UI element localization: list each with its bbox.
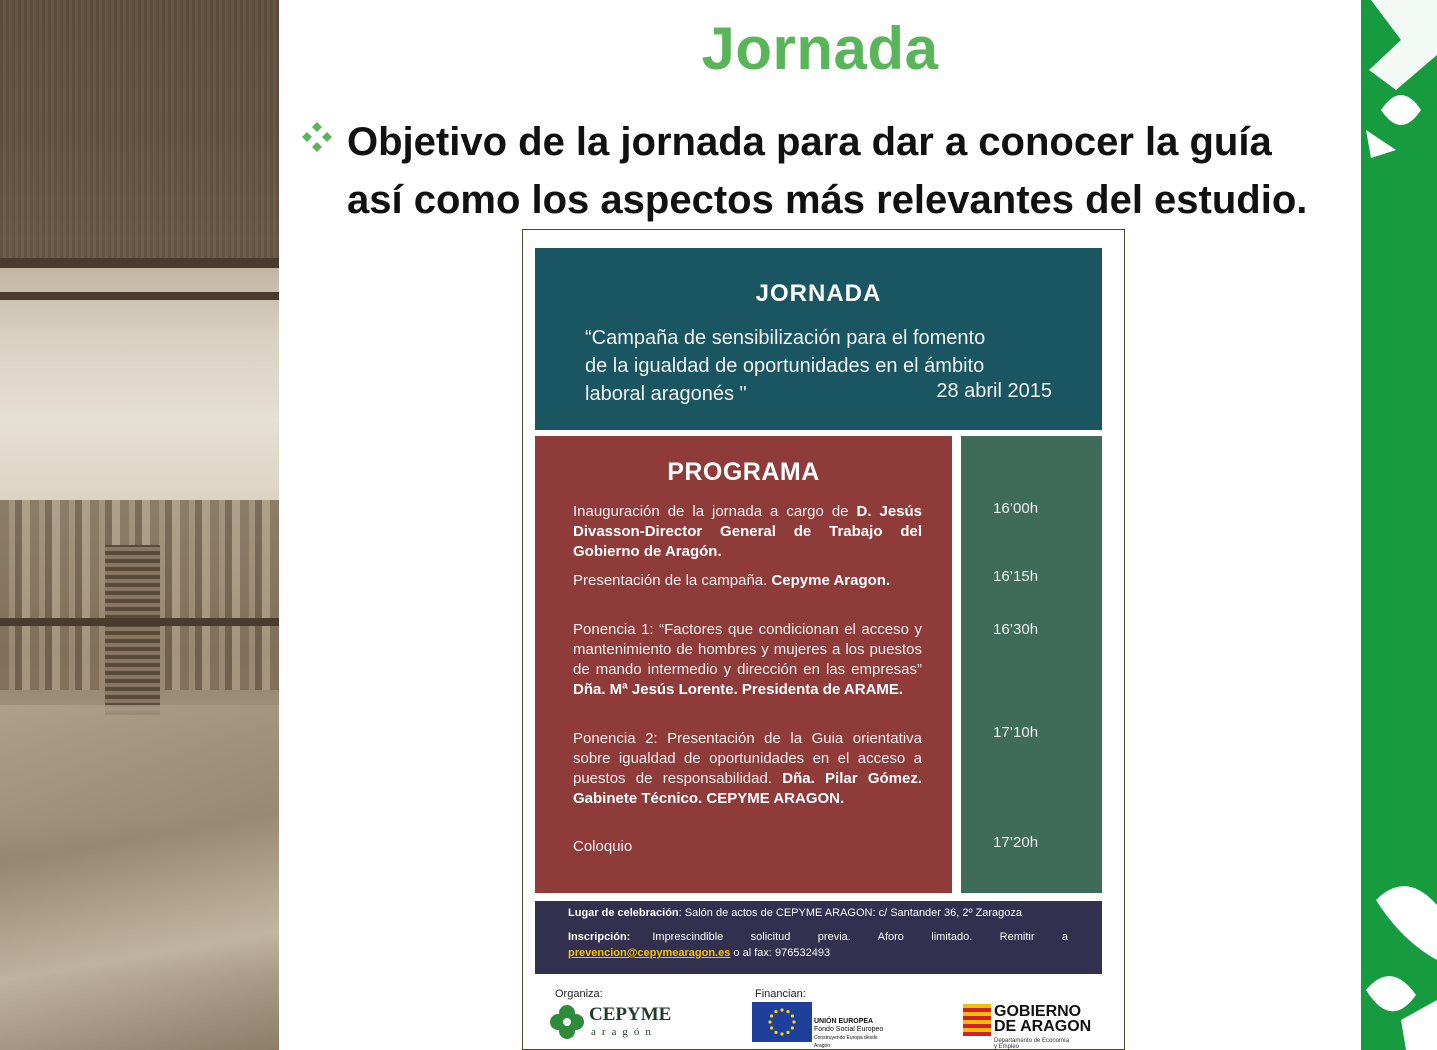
jornada-desc-line: “Campaña de sensibilización para el fomento bbox=[585, 327, 986, 349]
programa-box bbox=[535, 436, 952, 893]
bullet-line: así como los aspectos más relevantes del estudio. bbox=[347, 178, 1308, 222]
jornada-date: 28 abril 2015 bbox=[936, 380, 1052, 402]
program-item bbox=[573, 502, 922, 562]
bullet-text bbox=[347, 113, 1357, 229]
email-link[interactable]: prevencion@cepymearagon.es bbox=[568, 947, 731, 959]
gob-line: DE ARAGON bbox=[994, 1018, 1092, 1035]
eu-line: Fondo Social Europeo bbox=[814, 1026, 884, 1033]
cepyme-name: CEPYME bbox=[589, 1004, 672, 1025]
jornada-desc-line: laboral aragonés " bbox=[585, 383, 747, 405]
schedule-time: 16’30h bbox=[993, 621, 1039, 638]
registration-value: Imprescindible solicitud previa. Aforo limitado. Remitir a bbox=[652, 931, 1068, 943]
program-item-speaker: Cepyme Aragon. bbox=[771, 572, 891, 589]
schedule-time: 17’20h bbox=[993, 834, 1039, 851]
program-item-text: Ponencia 2: Presentación de la Guia orientativa sobre igualdad de oportunidades en el acceso a puestos de responsabilidad. bbox=[573, 730, 922, 787]
decorative-green-strip bbox=[1361, 0, 1437, 1050]
programa-title: PROGRAMA bbox=[667, 458, 820, 486]
eu-flag-icon bbox=[752, 1002, 812, 1042]
registration-label: Inscripción: bbox=[568, 931, 631, 943]
cepyme-logo bbox=[549, 1004, 684, 1044]
contact-line bbox=[568, 947, 1068, 959]
gobierno-name bbox=[994, 1004, 1091, 1034]
photo-beam bbox=[0, 292, 279, 300]
program-item-speaker: Dña. Mª Jesús Lorente. Presidenta de ARAME. bbox=[573, 681, 904, 698]
cepyme-clover-icon bbox=[549, 1004, 585, 1040]
schedule-time: 16’00h bbox=[993, 500, 1039, 517]
photo-tower bbox=[105, 545, 160, 715]
program-item-speaker: Dña. Pilar Gómez. Gabinete Técnico. CEPYME ARAGON. bbox=[573, 770, 922, 807]
schedule-time: 17’10h bbox=[993, 724, 1039, 741]
schedule-times-box bbox=[961, 436, 1102, 893]
sponsor-logos bbox=[523, 982, 1124, 1050]
venue-label: Lugar de celebración bbox=[568, 907, 679, 919]
venue-value: : Salón de actos de CEPYME ARAGON: c/ Santander 36, 2º Zaragoza bbox=[678, 907, 1023, 919]
event-info-box bbox=[535, 901, 1102, 974]
program-item bbox=[573, 837, 922, 857]
registration-line bbox=[568, 931, 1068, 943]
program-item-text: Ponencia 1: “Factores que condicionan el acceso y mantenimiento de hombres y mujeres a los puestos de mando intermedio y dirección en las empresas” bbox=[573, 621, 922, 678]
gob-line: GOBIERNO bbox=[994, 1003, 1082, 1020]
organiza-label: Organiza: bbox=[555, 988, 603, 1000]
eu-logo bbox=[752, 1002, 892, 1049]
program-item bbox=[573, 620, 922, 700]
cepyme-sub: aragón bbox=[591, 1026, 657, 1038]
eu-line: UNIÓN EUROPEA bbox=[814, 1018, 874, 1025]
gob-sub-line: Departamento de Economía bbox=[994, 1038, 1070, 1044]
event-flyer bbox=[522, 229, 1125, 1050]
program-item bbox=[573, 729, 922, 809]
program-item bbox=[573, 571, 922, 591]
gob-sub-line: y Empleo bbox=[994, 1044, 1020, 1050]
photo-beam bbox=[0, 618, 279, 626]
gobierno-department bbox=[994, 1038, 1069, 1050]
aragon-flag-icon bbox=[963, 1004, 991, 1036]
eu-line: Construyendo Europa desde Aragón bbox=[814, 1035, 878, 1049]
schedule-time: 16’15h bbox=[993, 568, 1039, 585]
fax-text: o al fax: 976532493 bbox=[733, 947, 831, 959]
financian-label: Financian: bbox=[755, 988, 806, 1000]
venue-line bbox=[568, 907, 1068, 919]
eu-text bbox=[814, 1018, 892, 1050]
gobierno-aragon-logo bbox=[963, 1004, 1093, 1050]
photo-beam bbox=[0, 258, 279, 268]
diamond-bullet-icon bbox=[300, 120, 334, 154]
photo-floor bbox=[0, 705, 279, 1050]
program-item-text: Presentación de la campaña. bbox=[573, 572, 772, 589]
program-item-speaker: D. Jesús Divasson-Director General de Trabajo del Gobierno de Aragón. bbox=[573, 503, 923, 560]
slide-title: Jornada bbox=[701, 15, 939, 82]
photo-ceiling bbox=[0, 0, 279, 258]
background-city-photo bbox=[0, 0, 279, 1050]
jornada-desc-line: de la igualdad de oportunidades en el ámbito bbox=[585, 355, 985, 377]
leaf-pattern-icon bbox=[1361, 0, 1437, 1050]
eu-stars-icon bbox=[752, 1002, 812, 1042]
jornada-header-box bbox=[535, 248, 1102, 430]
program-item-text: Inauguración de la jornada a cargo de bbox=[573, 503, 857, 520]
jornada-title: JORNADA bbox=[755, 280, 882, 307]
bullet-line: Objetivo de la jornada para dar a conocer la guía bbox=[347, 120, 1272, 164]
program-item-text: Coloquio bbox=[573, 838, 633, 855]
